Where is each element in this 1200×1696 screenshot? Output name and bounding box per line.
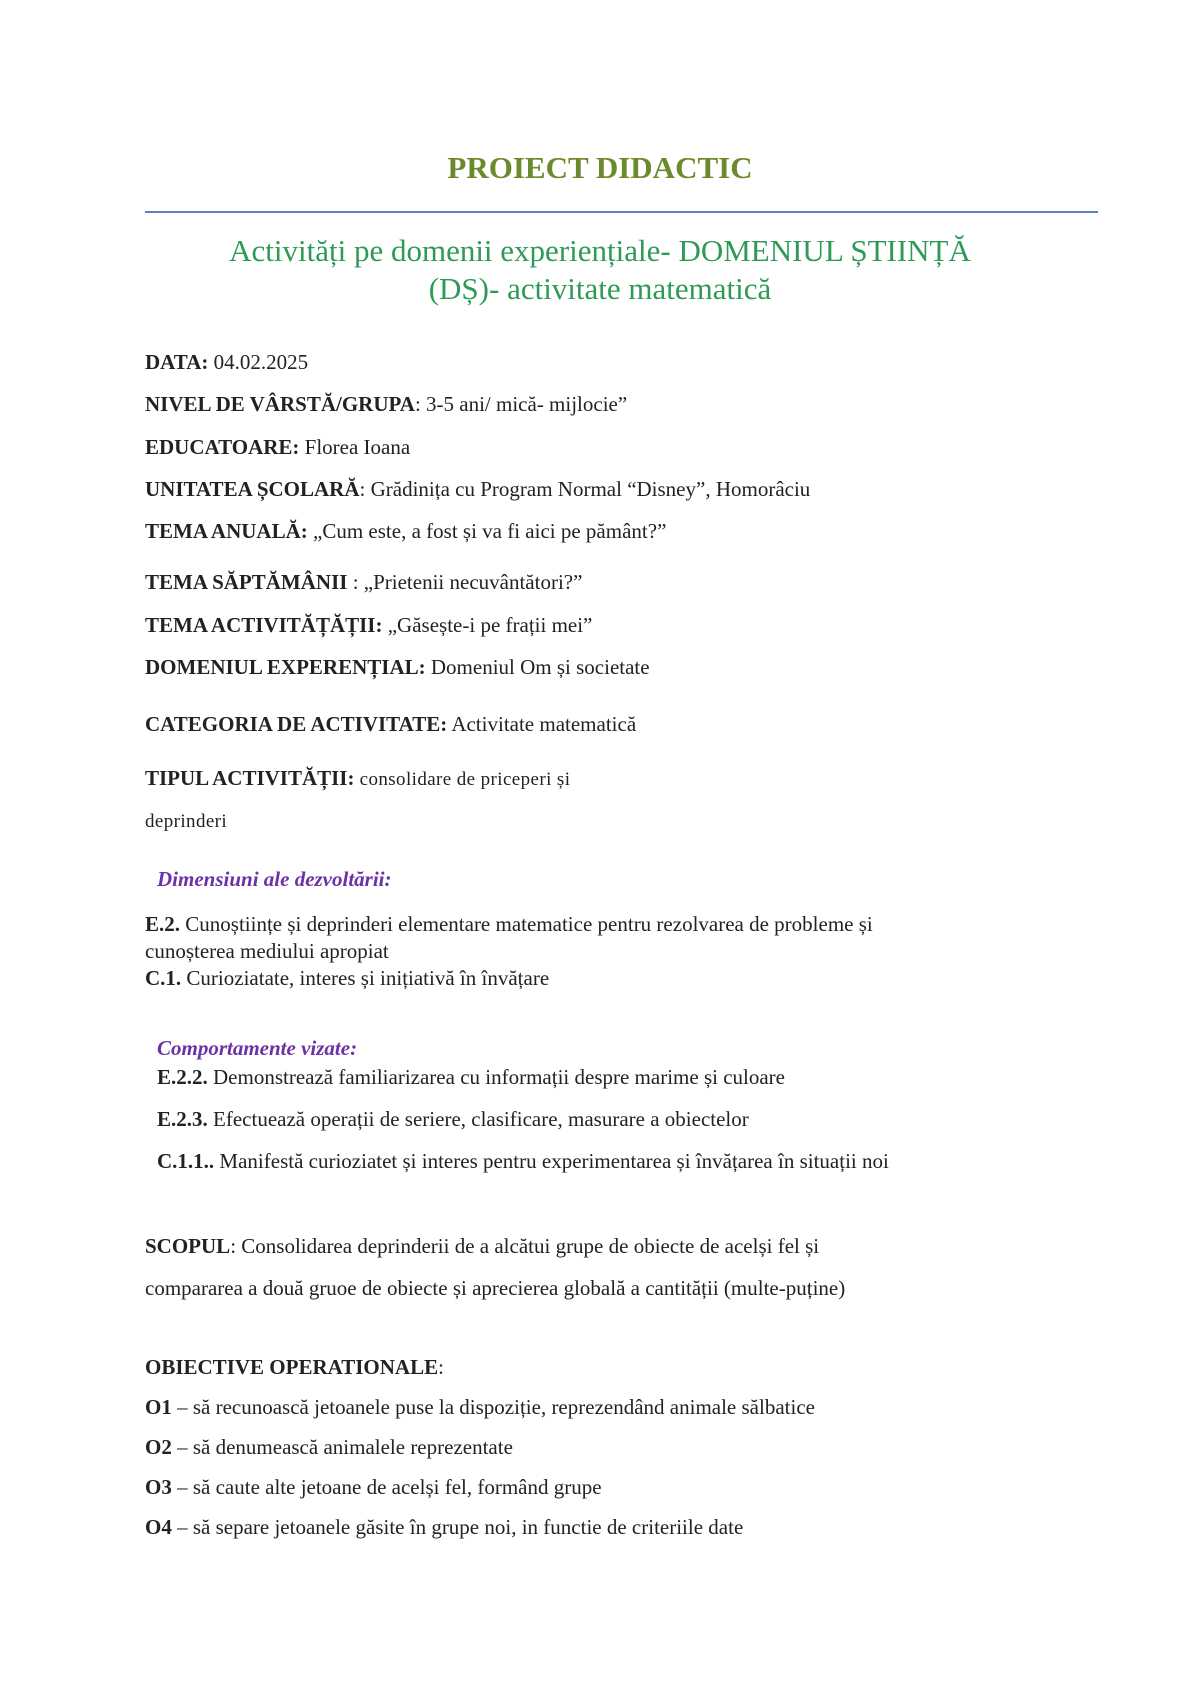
info-label: EDUCATOARE:	[145, 435, 300, 459]
info-categoria	[145, 712, 636, 737]
obiectiv-code: O2	[145, 1435, 172, 1459]
subtitle-line-1: Activități pe domenii experiențiale- DOMENIUL ȘTIINȚĂ	[229, 233, 971, 268]
obiective-heading	[145, 1355, 444, 1380]
info-tema-saptamanii	[145, 570, 582, 595]
dimensiune-item	[145, 966, 549, 991]
info-tema-activitatii	[145, 613, 592, 638]
obiective-heading-colon: :	[438, 1355, 444, 1379]
dimensiune-code: C.1.	[145, 966, 182, 990]
info-value: Florea Ioana	[299, 435, 411, 459]
document-title: PROIECT DIDACTIC	[447, 150, 753, 185]
dimensiuni-heading: Dimensiuni ale dezvoltării:	[157, 867, 392, 891]
dimensiune-item-continuation: cunoșterea mediului apropiat	[145, 939, 389, 963]
obiectiv-code: O1	[145, 1395, 172, 1419]
obiectiv-text: – să denumească animalele reprezentate	[171, 1435, 513, 1459]
scop-line-1	[145, 1234, 819, 1259]
document-subtitle	[145, 232, 1055, 308]
info-tipul	[145, 766, 570, 791]
title-divider	[145, 211, 1098, 213]
obiectiv-item	[145, 1435, 513, 1460]
comportament-text: Demonstrează familiarizarea cu informații despre marime și culoare	[207, 1065, 785, 1089]
info-label: TEMA SĂPTĂMÂNII	[145, 570, 348, 594]
info-label: DOMENIUL EXPERENȚIAL:	[145, 655, 426, 679]
info-value: : Grădinița cu Program Normal “Disney”, Homorâciu	[359, 477, 811, 501]
info-value: „Găsește-i pe frații mei”	[382, 613, 593, 637]
info-unitatea	[145, 477, 810, 502]
dimensiune-text: Curioziatate, interes și inițiativă în învățare	[181, 966, 550, 990]
comportament-item	[157, 1149, 889, 1174]
comportament-text: Manifestă curioziatet și interes pentru experimentarea și învățarea în situații noi	[214, 1149, 889, 1173]
info-value: : „Prietenii necuvântători?”	[347, 570, 583, 594]
info-value: consolidare de priceperi și	[354, 769, 571, 790]
info-value: Activitate matematică	[447, 712, 637, 736]
info-label: NIVEL DE VÂRSTĂ/GRUPA	[145, 392, 415, 416]
info-tipul-continuation: deprinderi	[145, 811, 228, 832]
comportament-item	[157, 1065, 785, 1090]
comportament-code: C.1.1..	[157, 1149, 215, 1173]
obiectiv-text: – să caute alte jetoane de acelși fel, formând grupe	[171, 1475, 602, 1499]
info-value: 04.02.2025	[208, 350, 309, 374]
info-data	[145, 350, 308, 375]
info-label: TEMA ACTIVITĂȚĂȚII:	[145, 613, 383, 637]
scop-label: SCOPUL	[145, 1234, 231, 1258]
info-label: UNITATEA ȘCOLARĂ	[145, 477, 360, 501]
comportament-item	[157, 1107, 749, 1132]
scop-text: : Consolidarea deprinderii de a alcătui grupe de obiecte de acelși fel și	[230, 1234, 820, 1258]
comportament-code: E.2.3.	[157, 1107, 208, 1131]
info-domeniul	[145, 655, 650, 680]
info-nivel	[145, 392, 627, 417]
dimensiune-code: E.2.	[145, 912, 181, 936]
obiectiv-item	[145, 1475, 602, 1500]
info-value: : 3-5 ani/ mică- mijlocie”	[414, 392, 628, 416]
info-label: DATA:	[145, 350, 209, 374]
comportament-text: Efectuează operații de seriere, clasificare, masurare a obiectelor	[207, 1107, 749, 1131]
scop-line-2: compararea a două gruoe de obiecte și aprecierea globală a cantității (multe-puține)	[145, 1276, 846, 1300]
dimensiune-text: Cunoștiințe și deprinderi elementare matematice pentru rezolvarea de probleme și	[180, 912, 873, 936]
obiectiv-text: – să separe jetoanele găsite în grupe noi, in functie de criteriile date	[171, 1515, 744, 1539]
dimensiune-item	[145, 912, 873, 937]
obiectiv-item	[145, 1515, 743, 1540]
comportament-code: E.2.2.	[157, 1065, 208, 1089]
obiectiv-text: – să recunoască jetoanele puse la dispoziție, reprezendând animale sălbatice	[171, 1395, 815, 1419]
info-label: TIPUL ACTIVITĂȚII:	[145, 766, 355, 790]
obiectiv-code: O3	[145, 1475, 172, 1499]
info-value: „Cum este, a fost și va fi aici pe pământ?”	[307, 519, 667, 543]
obiective-heading-label: OBIECTIVE OPERATIONALE	[145, 1355, 439, 1379]
info-label: CATEGORIA DE ACTIVITATE:	[145, 712, 448, 736]
info-value: Domeniul Om și societate	[425, 655, 650, 679]
obiectiv-code: O4	[145, 1515, 172, 1539]
info-educatoare	[145, 435, 410, 460]
obiectiv-item	[145, 1395, 815, 1420]
info-label: TEMA ANUALĂ:	[145, 519, 308, 543]
comportamente-heading: Comportamente vizate:	[157, 1036, 358, 1060]
subtitle-line-2: (DȘ)- activitate matematică	[428, 271, 772, 306]
info-tema-anuala	[145, 519, 666, 544]
